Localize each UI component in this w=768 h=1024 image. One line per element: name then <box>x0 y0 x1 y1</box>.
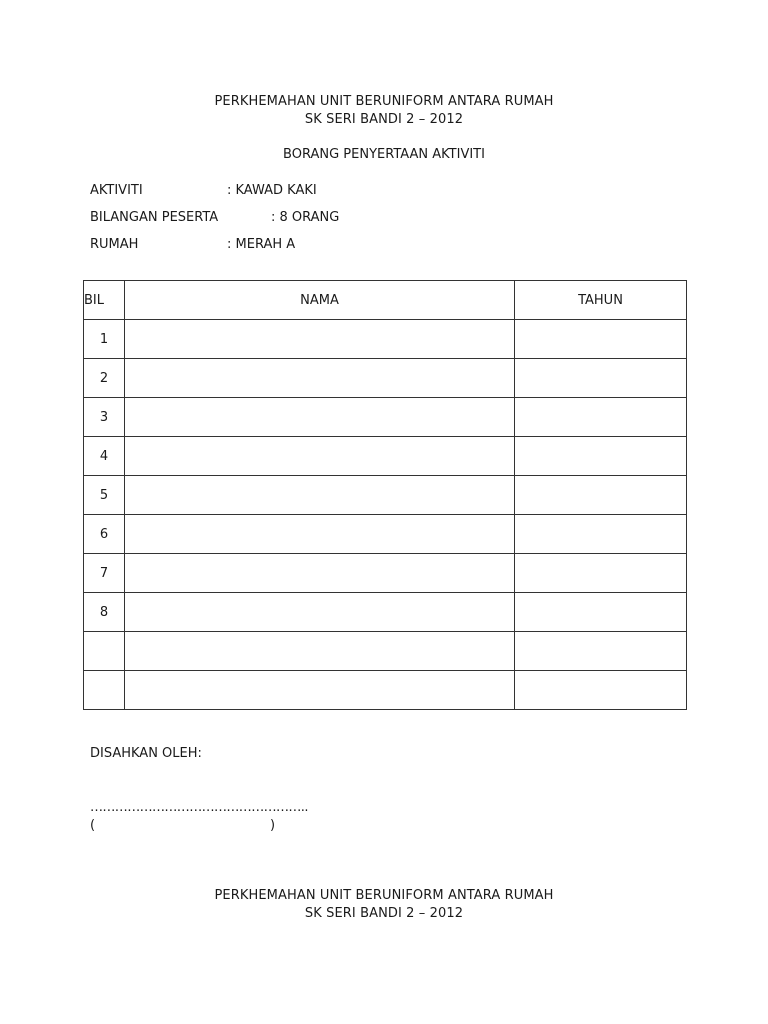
cell-bil: 2 <box>84 359 125 398</box>
field-label: RUMAH <box>90 237 139 252</box>
column-header-bil: BIL <box>84 281 125 320</box>
cell-bil: 3 <box>84 398 125 437</box>
cell-nama <box>125 437 515 476</box>
table-row <box>84 593 687 632</box>
cell-nama <box>125 515 515 554</box>
table-row <box>84 359 687 398</box>
table-header-row <box>84 281 687 320</box>
cell-nama <box>125 320 515 359</box>
cell-nama <box>125 476 515 515</box>
table-row <box>84 320 687 359</box>
column-header-nama: NAMA <box>125 281 515 320</box>
cell-nama <box>125 671 515 710</box>
approval-label: DISAHKAN OLEH: <box>90 746 202 761</box>
footer-line-school-year: SK SERI BANDI 2 – 2012 <box>304 906 464 921</box>
cell-tahun <box>515 320 687 359</box>
table-row <box>84 515 687 554</box>
cell-tahun <box>515 632 687 671</box>
cell-bil <box>84 671 125 710</box>
bracket-close: ) <box>270 818 276 833</box>
column-header-tahun: TAHUN <box>515 281 687 320</box>
cell-tahun <box>515 554 687 593</box>
cell-bil: 6 <box>84 515 125 554</box>
field-value: : 8 ORANG <box>271 210 340 225</box>
document-header <box>0 93 768 129</box>
cell-bil: 8 <box>84 593 125 632</box>
table-row <box>84 671 687 710</box>
cell-bil: 7 <box>84 554 125 593</box>
cell-nama <box>125 554 515 593</box>
cell-bil <box>84 632 125 671</box>
table-row <box>84 554 687 593</box>
table-row <box>84 437 687 476</box>
cell-tahun <box>515 398 687 437</box>
cell-tahun <box>515 359 687 398</box>
cell-bil: 4 <box>84 437 125 476</box>
header-line-organization: PERKHEMAHAN UNIT BERUNIFORM ANTARA RUMAH <box>214 94 554 109</box>
field-label: BILANGAN PESERTA <box>90 210 219 225</box>
cell-nama <box>125 632 515 671</box>
cell-nama <box>125 398 515 437</box>
bracket-open: ( <box>90 818 96 833</box>
cell-tahun <box>515 437 687 476</box>
field-value: : MERAH A <box>227 237 296 252</box>
table-row <box>84 476 687 515</box>
cell-bil: 1 <box>84 320 125 359</box>
document-footer <box>0 887 768 923</box>
table-row <box>84 632 687 671</box>
footer-line-organization: PERKHEMAHAN UNIT BERUNIFORM ANTARA RUMAH <box>214 888 554 903</box>
field-value: : KAWAD KAKI <box>227 183 317 198</box>
cell-nama <box>125 593 515 632</box>
cell-nama <box>125 359 515 398</box>
header-line-school-year: SK SERI BANDI 2 – 2012 <box>304 112 464 127</box>
cell-tahun <box>515 515 687 554</box>
field-label: AKTIVITI <box>90 183 143 198</box>
cell-tahun <box>515 476 687 515</box>
cell-bil: 5 <box>84 476 125 515</box>
table-row <box>84 398 687 437</box>
cell-tahun <box>515 593 687 632</box>
form-title: BORANG PENYERTAAN AKTIVITI <box>283 147 485 162</box>
participants-table <box>83 280 687 710</box>
cell-tahun <box>515 671 687 710</box>
signature-line: …………………………………………….. <box>90 800 308 815</box>
